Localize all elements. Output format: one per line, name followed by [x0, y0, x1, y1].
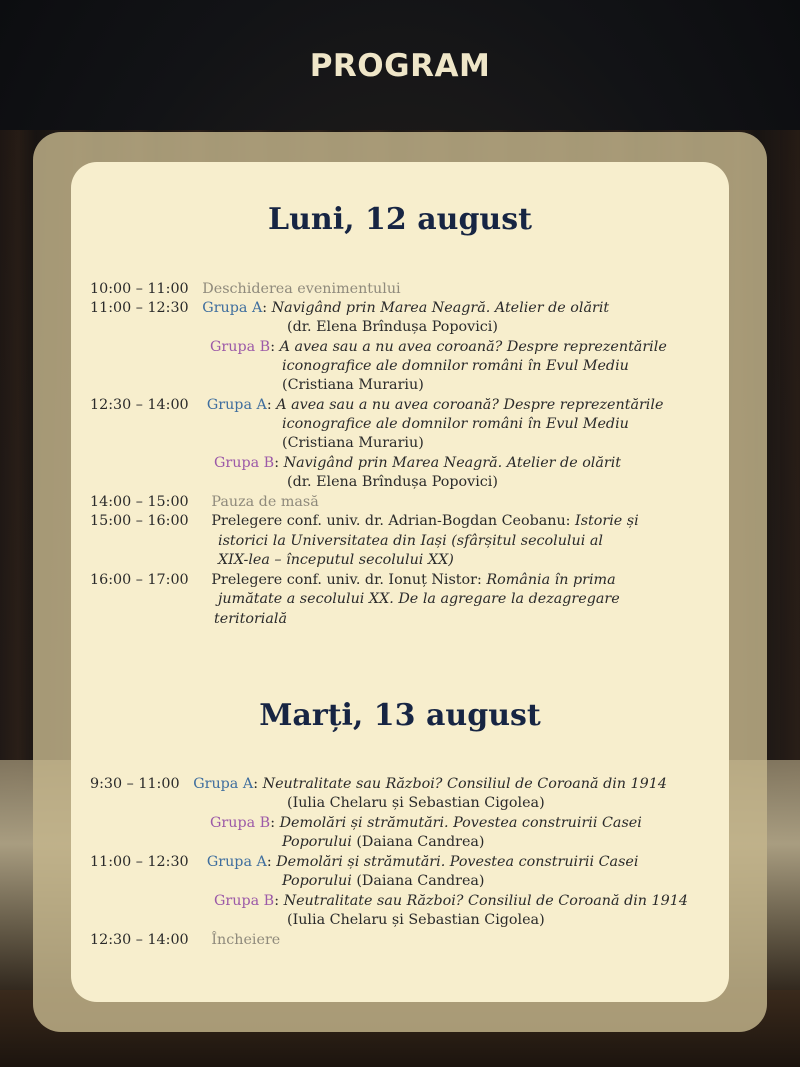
- page-title: PROGRAM: [309, 48, 491, 84]
- schedule-line: Grupa B: Navigând prin Marea Neagră. Atelier de olărit: [214, 455, 622, 471]
- schedule-line: Poporului (Daiana Candrea): [282, 873, 485, 889]
- schedule-line: (dr. Elena Brîndușa Popovici): [287, 474, 498, 490]
- schedule-line: teritorială: [214, 611, 287, 627]
- schedule-line: iconografice ale domnilor români în Evul Mediu: [282, 416, 629, 432]
- day-heading-monday: Luni, 12 august: [268, 202, 532, 237]
- schedule-line: Poporului (Daiana Candrea): [282, 834, 485, 850]
- schedule-line: 16:00 – 17:00 Prelegere conf. univ. dr. Ionuț Nistor: România în prima: [90, 572, 616, 588]
- schedule-line: 12:30 – 14:00 Grupa A: A avea sau a nu avea coroană? Despre reprezentările: [90, 397, 664, 413]
- schedule-line: Grupa B: Demolări și strămutări. Povestea construirii Casei: [210, 815, 642, 831]
- schedule-line: istorici la Universitatea din Iași (sfârșitul secolului al: [218, 533, 603, 549]
- schedule-line: 10:00 – 11:00 Deschiderea evenimentului: [90, 281, 401, 297]
- schedule-line: (Cristiana Murariu): [282, 435, 424, 451]
- schedule-line: 14:00 – 15:00 Pauza de masă: [90, 494, 319, 510]
- schedule-line: 11:00 – 12:30 Grupa A: Demolări și strămutări. Povestea construirii Casei: [90, 854, 639, 870]
- schedule-line: (Cristiana Murariu): [282, 377, 424, 393]
- schedule-line: 9:30 – 11:00 Grupa A: Neutralitate sau Război? Consiliul de Coroană din 1914: [90, 776, 667, 792]
- schedule-line: 15:00 – 16:00 Prelegere conf. univ. dr. Adrian-Bogdan Ceobanu: Istorie și: [90, 513, 639, 529]
- schedule-line: iconografice ale domnilor români în Evul Mediu: [282, 358, 629, 374]
- schedule-line: Grupa B: A avea sau a nu avea coroană? Despre reprezentările: [210, 339, 667, 355]
- schedule-line: jumătate a secolului XX. De la agregare la dezagregare: [218, 591, 620, 607]
- schedule-line: (dr. Elena Brîndușa Popovici): [287, 319, 498, 335]
- schedule-line: 12:30 – 14:00 Încheiere: [90, 932, 281, 948]
- schedule-line: XIX-lea – începutul secolului XX): [218, 552, 454, 568]
- day-heading-tuesday: Marți, 13 august: [259, 698, 541, 733]
- schedule-line: 11:00 – 12:30 Grupa A: Navigând prin Marea Neagră. Atelier de olărit: [90, 300, 610, 316]
- schedule-line: (Iulia Chelaru și Sebastian Cigolea): [287, 912, 545, 928]
- schedule-line: Grupa B: Neutralitate sau Război? Consiliul de Coroană din 1914: [214, 893, 688, 909]
- schedule-line: (Iulia Chelaru și Sebastian Cigolea): [287, 795, 545, 811]
